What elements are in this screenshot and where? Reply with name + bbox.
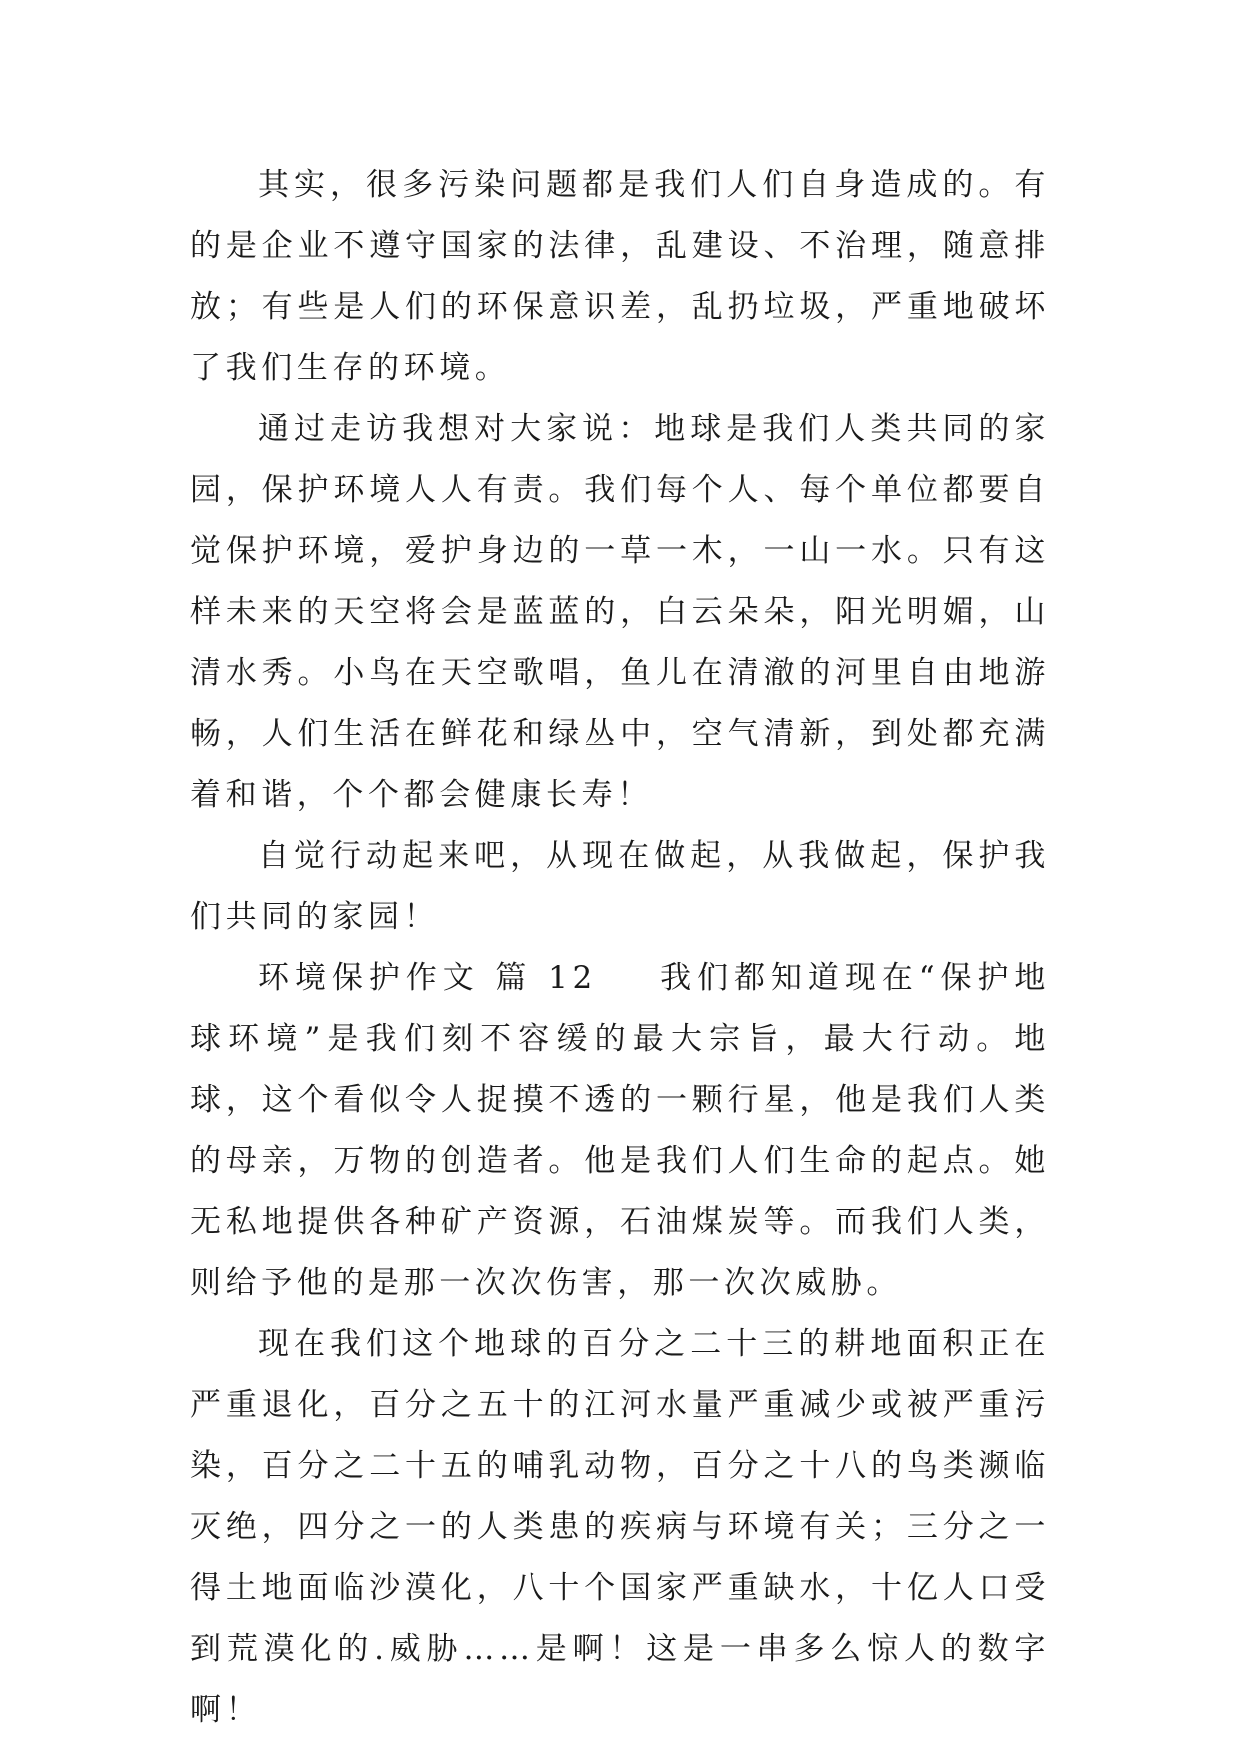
section-intro: 我们都知道现在“保护地球环境”是我们刻不容缓的最大宗旨，最大行动。地球，这个看似令人捉摸不透的一颗行星，他是我们人类的母亲，万物的创造者。他是我们人们生命的起点。她无私地提供各种矿产资源，石油煤炭等。而我们人类，则给予他的是那一次次伤害，那一次次威胁。: [190, 960, 1050, 1301]
section-paragraph: [190, 948, 1050, 1314]
document-body: [190, 155, 1050, 1741]
paragraph-pollution-causes: 其实，很多污染问题都是我们人们自身造成的。有的是企业不遵守国家的法律，乱建设、不治理，随意排放；有些是人们的环保意识差，乱扔垃圾，严重地破坏了我们生存的环境。: [190, 167, 1050, 386]
paragraph-statistics: 现在我们这个地球的百分之二十三的耕地面积正在严重退化，百分之五十的江河水量严重减少或被严重污染，百分之二十五的哺乳动物，百分之十八的鸟类濒临灭绝，四分之一的人类患的疾病与环境有关；三分之一得土地面临沙漠化，八十个国家严重缺水，十亿人口受到荒漠化的.威胁……是啊！这是一串多么惊人的数字啊！: [190, 1326, 1050, 1728]
paragraph-call-to-action: 自觉行动起来吧，从现在做起，从我做起，保护我们共同的家园！: [190, 838, 1050, 935]
paragraph-visit-message: 通过走访我想对大家说：地球是我们人类共同的家园，保护环境人人有责。我们每个人、每个单位都要自觉保护环境，爱护身边的一草一木，一山一水。只有这样未来的天空将会是蓝蓝的，白云朵朵，阳光明媚，山清水秀。小鸟在天空歌唱，鱼儿在清澈的河里自由地游畅，人们生活在鲜花和绿丛中，空气清新，到处都充满着和谐，个个都会健康长寿！: [190, 411, 1050, 813]
section-heading: 环境保护作文 篇 12: [258, 960, 597, 996]
